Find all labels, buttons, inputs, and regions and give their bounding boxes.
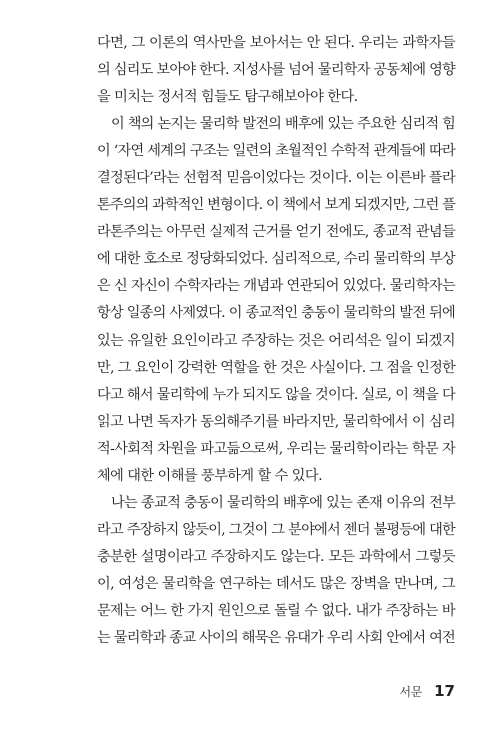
text-line: 문제는 어느 한 가지 원인으로 돌릴 수 없다. 내가 주장하는 바	[97, 602, 455, 619]
text-line: 은 신 자신이 수학자라는 개념과 연관되어 있었다. 물리학자는	[97, 278, 455, 295]
text-line: 다고 해서 물리학에 누가 되지도 않을 것이다. 실로, 이 책을 다	[97, 386, 455, 403]
text-line: 이 ‘자연 세계의 구조는 일련의 초월적인 수학적 관계들에 따라	[97, 143, 455, 160]
text-line: 결정된다’라는 선험적 믿음이었다는 것이다. 이는 이른바 플라	[97, 170, 455, 187]
text-line: 라고 주장하지 않듯이, 그것이 그 분야에서 젠더 불평등에 대한	[97, 521, 455, 538]
body-text	[97, 30, 455, 652]
page-number: 17	[434, 682, 455, 700]
running-head: 서문	[399, 685, 423, 699]
text-line: 체에 대한 이해를 풍부하게 할 수 있다.	[97, 467, 323, 484]
text-line: 있는 유일한 요인이라고 주장하는 것은 어리석은 일이 되겠지	[97, 332, 455, 349]
page-footer	[399, 681, 455, 701]
text-line: 나는 종교적 충동이 물리학의 배후에 있는 존재 이유의 전부	[111, 494, 456, 511]
text-line: 라톤주의는 아무런 실제적 근거를 얻기 전에도, 종교적 관념들	[97, 224, 455, 241]
text-line: 다면, 그 이론의 역사만을 보아서는 안 된다. 우리는 과학자들	[97, 35, 455, 51]
text-line: 는 물리학과 종교 사이의 해묵은 유대가 우리 사회 안에서 여전	[97, 630, 455, 647]
text-line: 을 미치는 정서적 힘들도 탐구해보아야 한다.	[97, 89, 358, 106]
text-line: 톤주의의 과학적인 변형이다. 이 책에서 보게 되겠지만, 그런 플	[97, 197, 455, 214]
text-line: 충분한 설명이라고 주장하지도 않는다. 모든 과학에서 그렇듯	[97, 548, 455, 565]
text-line: 항상 일종의 사제였다. 이 종교적인 충동이 물리학의 발전 뒤에	[97, 305, 455, 322]
text-line: 의 심리도 보아야 한다. 지성사를 넘어 물리학자 공동체에 영향	[97, 62, 455, 79]
text-line: 읽고 나면 독자가 동의해주기를 바라지만, 물리학에서 이 심리	[97, 413, 455, 430]
text-line: 적-사회적 차원을 파고듦으로써, 우리는 물리학이라는 학문 자	[97, 440, 455, 457]
text-line: 이 책의 논지는 물리학 발전의 배후에 있는 주요한 심리적 힘	[111, 116, 455, 133]
text-line: 이, 여성은 물리학을 연구하는 데서도 많은 장벽을 만나며, 그	[97, 575, 455, 592]
text-line: 만, 그 요인이 강력한 역할을 한 것은 사실이다. 그 점을 인정한	[97, 359, 455, 376]
text-line: 에 대한 호소로 정당화되었다. 심리적으로, 수리 물리학의 부상	[97, 251, 455, 268]
